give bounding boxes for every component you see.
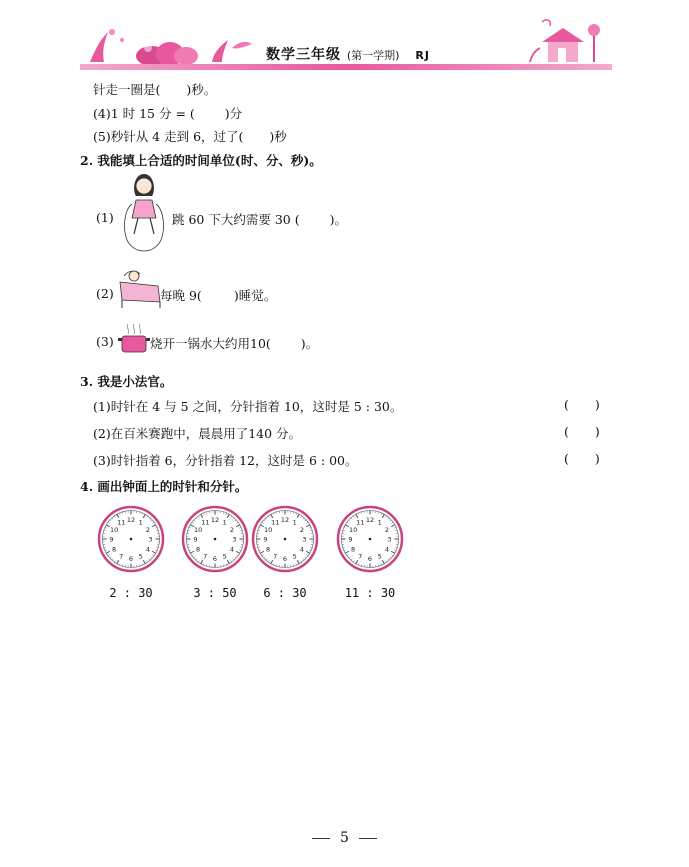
clock-numeral: 10 xyxy=(263,525,273,534)
q2-item2-text: 每晚 9( xyxy=(160,288,202,303)
paren-open: ( xyxy=(564,424,569,439)
clock-label-1: 2 : 30 xyxy=(109,586,153,600)
clock-face-2[interactable] xyxy=(181,505,249,573)
clock-numeral: 12 xyxy=(280,516,290,524)
title-text: 数学三年级 xyxy=(266,47,341,63)
clock-numeral: 4 xyxy=(145,545,150,554)
q2-item1 xyxy=(172,210,347,228)
clock-numeral: 2 xyxy=(145,525,150,534)
page-number xyxy=(0,830,689,846)
clock-numeral: 5 xyxy=(222,552,227,561)
q3-title: 3. 我是小法官。 xyxy=(80,374,173,389)
clock-label-3: 6 : 30 xyxy=(263,586,307,600)
clock-face-1[interactable] xyxy=(97,505,165,573)
clock-numeral: 5 xyxy=(377,552,382,561)
judge-paren-2[interactable] xyxy=(564,424,600,439)
paren-close: ) xyxy=(594,397,600,412)
q2-item2-end: )睡觉。 xyxy=(233,288,277,303)
paren-close: ) xyxy=(594,424,600,439)
q2-item1-number: (1) xyxy=(96,210,114,225)
clock-numeral: 2 xyxy=(229,525,234,534)
clock-numeral: 3 xyxy=(302,535,307,544)
header-band xyxy=(80,64,612,70)
clock-numeral: 1 xyxy=(377,518,382,527)
judge-paren-3[interactable] xyxy=(564,451,600,466)
clock-numeral: 7 xyxy=(119,552,124,561)
q1-item-5 xyxy=(93,127,287,145)
clock-numeral: 5 xyxy=(138,552,143,561)
clock-numeral: 4 xyxy=(384,545,389,554)
clock-numeral: 2 xyxy=(384,525,389,534)
clock-numeral: 3 xyxy=(387,535,392,544)
clock-numeral: 1 xyxy=(222,518,227,527)
clock-numeral: 9 xyxy=(193,535,198,544)
clock-numeral: 1 xyxy=(138,518,143,527)
clock-numeral: 7 xyxy=(203,552,208,561)
clock-numeral: 8 xyxy=(112,545,117,554)
clock-numeral: 3 xyxy=(148,535,153,544)
boiling-pot-icon xyxy=(118,322,150,356)
paren-open: ( xyxy=(564,397,569,412)
q3-item-3: (3)时针指着 6，分针指着 12，这时是 6 : 00。 xyxy=(93,453,358,468)
clock-numeral: 1 xyxy=(292,518,297,527)
paren-close: ) xyxy=(594,451,600,466)
q4-title: 4. 画出钟面上的时针和分针。 xyxy=(80,479,248,494)
clock-numeral: 7 xyxy=(273,552,278,561)
clock-numeral: 4 xyxy=(229,545,234,554)
clock-numeral: 11 xyxy=(271,518,280,527)
clock-numeral: 12 xyxy=(126,516,136,524)
clock-numeral: 2 xyxy=(299,525,304,534)
semester-text: (第一学期) xyxy=(346,49,400,62)
clock-numeral: 4 xyxy=(299,545,304,554)
clock-numeral: 9 xyxy=(348,535,353,544)
q2-item1-text: 跳 60 下大约需要 30 ( xyxy=(172,212,300,227)
q1-cont-text: 针走一圈是( xyxy=(93,82,161,97)
floral-decoration-left xyxy=(82,18,262,68)
edition-text: RJ xyxy=(415,49,430,62)
page-header xyxy=(80,18,612,76)
q2-item3-text: 烧开一锅水大约用10( xyxy=(150,336,271,351)
q2-item1-end: )。 xyxy=(329,212,347,227)
q2-item3-number: (3) xyxy=(96,334,114,349)
clock-numeral: 6 xyxy=(282,555,288,563)
clock-numeral: 11 xyxy=(356,518,365,527)
clock-numeral: 8 xyxy=(351,545,356,554)
clock-numeral: 6 xyxy=(212,555,218,563)
clock-numeral: 9 xyxy=(109,535,114,544)
q1-item-4 xyxy=(93,104,242,122)
house-decoration-right xyxy=(522,18,612,68)
clock-numeral: 6 xyxy=(128,555,134,563)
q1-cont-end: )秒。 xyxy=(186,82,217,97)
dash-left xyxy=(312,838,330,839)
clock-numeral: 11 xyxy=(117,518,126,527)
q2-item3 xyxy=(150,334,318,352)
q3-item-1: (1)时针在 4 与 5 之间，分针指着 10，这时是 5 : 30。 xyxy=(93,399,403,414)
page-number-text: 5 xyxy=(340,830,349,846)
jump-rope-girl-icon xyxy=(118,170,170,260)
clock-numeral: 12 xyxy=(365,516,375,524)
clock-numeral: 6 xyxy=(367,555,373,563)
clock-face-3[interactable] xyxy=(251,505,319,573)
q1-continuation xyxy=(93,80,216,98)
clock-numeral: 3 xyxy=(232,535,237,544)
clock-numeral: 12 xyxy=(210,516,220,524)
q2-item3-end: )。 xyxy=(300,336,319,351)
clock-numeral: 8 xyxy=(196,545,201,554)
clock-face-4[interactable] xyxy=(336,505,404,573)
judge-paren-1[interactable] xyxy=(564,397,600,412)
clock-label-2: 3 : 50 xyxy=(193,586,237,600)
q1-item5-text: (5)秒针从 4 走到 6，过了( xyxy=(93,129,244,144)
sleeping-bed-icon xyxy=(118,266,162,310)
q1-item4-end: )分 xyxy=(224,106,243,121)
clock-numeral: 9 xyxy=(263,535,268,544)
q2-title: 2. 我能填上合适的时间单位(时、分、秒)。 xyxy=(80,153,322,168)
dash-right xyxy=(359,838,377,839)
clock-numeral: 5 xyxy=(292,552,297,561)
q1-item5-end: )秒 xyxy=(269,129,287,144)
clock-numeral: 11 xyxy=(201,518,210,527)
workbook-title xyxy=(266,44,430,64)
paren-open: ( xyxy=(564,451,569,466)
clock-numeral: 10 xyxy=(348,525,358,534)
clock-numeral: 10 xyxy=(109,525,119,534)
clock-numeral: 8 xyxy=(266,545,271,554)
q3-item-2: (2)在百米赛跑中，晨晨用了140 分。 xyxy=(93,426,302,441)
clock-numeral: 7 xyxy=(358,552,363,561)
clock-label-4: 11 : 30 xyxy=(344,586,396,600)
q2-item2-number: (2) xyxy=(96,286,114,301)
q2-item2 xyxy=(160,286,276,304)
clock-numeral: 10 xyxy=(193,525,203,534)
q1-item4-text: (4)1 时 15 分 = ( xyxy=(93,106,195,121)
